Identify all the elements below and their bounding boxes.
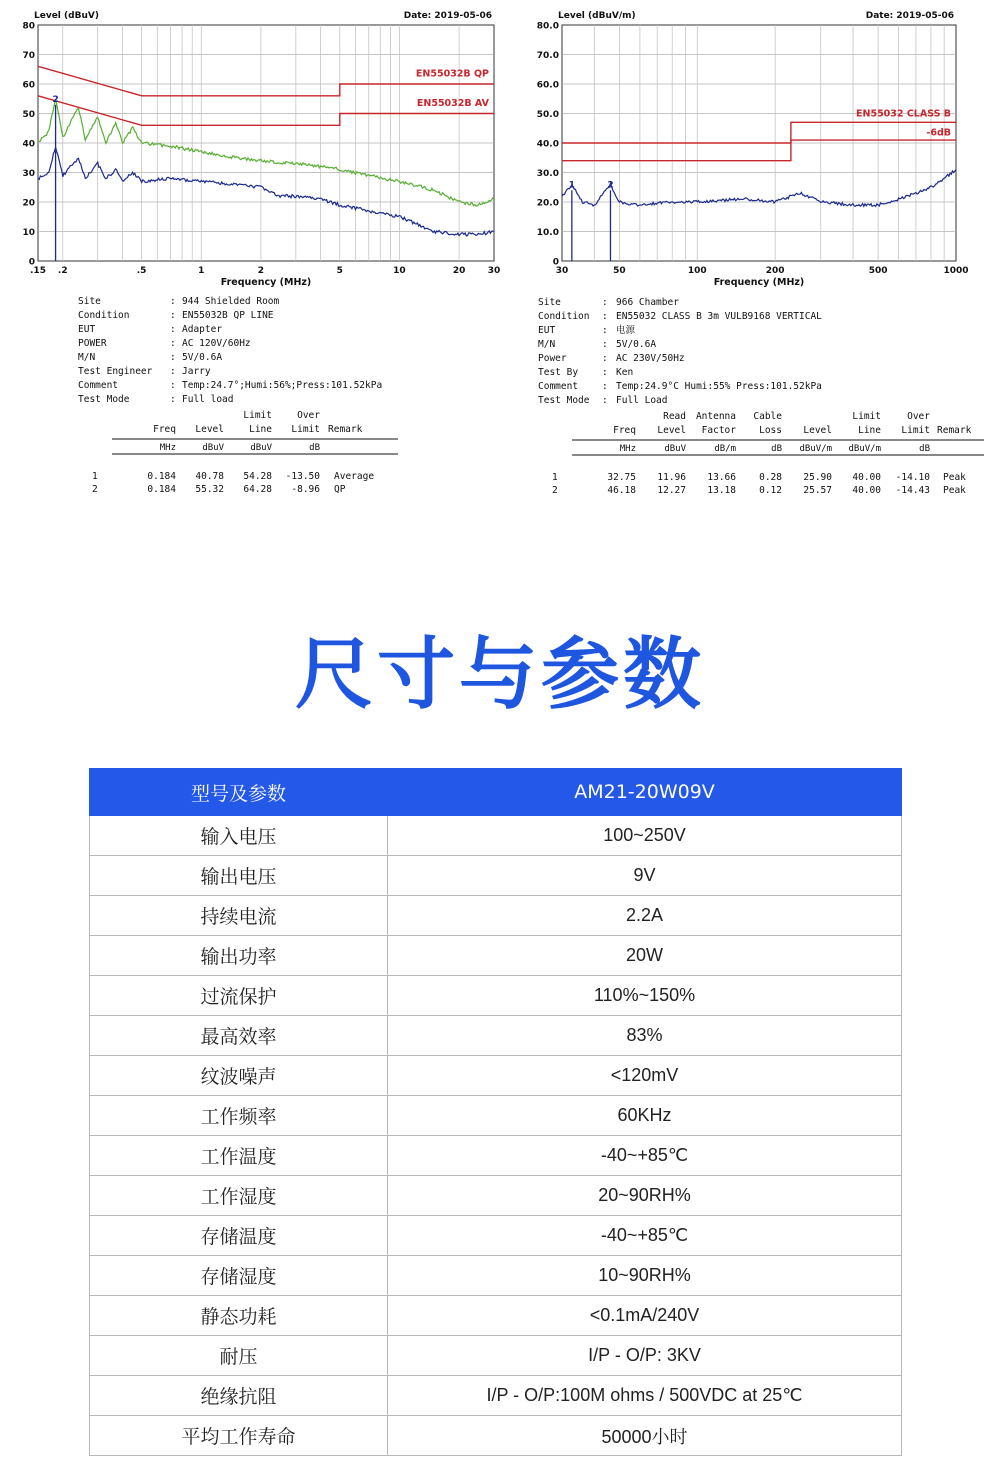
y-tick-label: 60.0 — [536, 80, 559, 91]
spec-param-value: 60KHz — [388, 1096, 902, 1136]
spec-param-value: 10~90RH% — [388, 1256, 902, 1296]
report-value: AC 120V/60Hz — [182, 338, 251, 349]
spec-param-value: -40~+85℃ — [388, 1136, 902, 1176]
spec-param-value: 50000小时 — [388, 1416, 902, 1456]
spec-param-value: 110%~150% — [388, 976, 902, 1016]
chart-date: Date: 2019-05-06 — [403, 11, 492, 21]
x-tick-label: 20 — [452, 266, 466, 276]
spec-param-name: 最高效率 — [90, 1016, 388, 1056]
report-cell: 40.00 — [852, 485, 881, 496]
report-header: Level — [195, 424, 224, 435]
report-key: Site — [538, 297, 561, 308]
report-key: Test Mode — [538, 395, 590, 406]
report-key: EUT — [538, 325, 556, 336]
report-value: 电源 — [616, 325, 636, 336]
report-colon: : — [170, 296, 176, 307]
spec-row — [90, 896, 902, 936]
x-tick-label: 10 — [393, 266, 406, 276]
y-tick-label: 30 — [22, 169, 35, 179]
marker-label: 1 — [568, 180, 575, 191]
report-cell: 64.28 — [243, 484, 272, 495]
report-value: 966 Chamber — [616, 297, 679, 308]
spec-row — [90, 936, 902, 976]
y-tick-label: 40.0 — [536, 139, 559, 150]
report-cell: 12.27 — [657, 485, 686, 496]
spec-row — [90, 1136, 902, 1176]
spec-param-name: 输出功率 — [90, 936, 388, 976]
report-header: Loss — [759, 425, 782, 436]
report-value: 5V/0.6A — [182, 352, 223, 363]
x-tick-label: 1000 — [943, 266, 969, 276]
spec-param-value: I/P - O/P:100M ohms / 500VDC at 25℃ — [388, 1376, 902, 1416]
x-tick-label: 5 — [336, 266, 343, 276]
report-cell: 25.90 — [803, 472, 832, 483]
report-colon: : — [602, 297, 608, 308]
y-tick-label: 20.0 — [536, 198, 559, 209]
spec-row — [90, 1336, 902, 1376]
y-tick-label: 70 — [22, 51, 35, 61]
spec-table-header — [90, 769, 902, 816]
spec-row — [90, 1296, 902, 1336]
spec-param-name: 输入电压 — [90, 816, 388, 856]
report-header-top: Limit — [852, 411, 881, 422]
conducted-emission-chart — [0, 0, 500, 540]
x-tick-label: .2 — [57, 266, 68, 276]
report-colon: : — [602, 395, 608, 406]
y-tick-label: 50 — [22, 110, 35, 120]
report-key: EUT — [78, 324, 96, 335]
report-header-top: Read — [663, 411, 686, 422]
x-axis-label: Frequency (MHz) — [713, 277, 805, 288]
report-cell: 0.12 — [759, 485, 782, 496]
report-unit: dBuV/m — [848, 444, 881, 454]
report-unit: dB/m — [714, 444, 736, 454]
report-key: Comment — [538, 381, 579, 392]
spec-param-value: <120mV — [388, 1056, 902, 1096]
report-header-top: Over — [907, 411, 930, 422]
report-colon: : — [602, 325, 608, 336]
y-tick-label: 0 — [28, 257, 35, 268]
x-tick-label: 30 — [487, 266, 500, 276]
report-cell: 0.28 — [759, 472, 782, 483]
report-cell: Average — [334, 471, 375, 482]
report-colon: : — [170, 324, 176, 335]
spec-row — [90, 1376, 902, 1416]
x-axis-label: Frequency (MHz) — [220, 277, 312, 288]
spec-param-value: 20W — [388, 936, 902, 976]
report-header-top: Over — [297, 410, 320, 421]
report-colon: : — [170, 352, 176, 363]
y-tick-label: 20 — [22, 198, 35, 209]
limit-label: EN55032B AV — [416, 98, 489, 110]
report-header: Limit — [291, 424, 320, 435]
spec-param-name: 静态功耗 — [90, 1296, 388, 1336]
report-row-index: 2 — [92, 484, 98, 495]
y-tick-label: 10 — [22, 228, 35, 238]
report-header-top: Limit — [243, 410, 272, 421]
report-value: Temp:24.9°C Humi:55% Press:101.52kPa — [616, 381, 822, 392]
marker-label: 2 — [607, 180, 614, 191]
section-title: 尺寸与参数 — [294, 630, 705, 720]
report-value: Temp:24.7°;Humi:56%;Press:101.52kPa — [182, 380, 383, 391]
report-key: POWER — [78, 338, 107, 349]
spec-row — [90, 976, 902, 1016]
report-colon: : — [170, 394, 176, 405]
report-cell: 40.78 — [195, 471, 224, 482]
report-header: Line — [858, 425, 881, 436]
spec-param-name: 存储湿度 — [90, 1256, 388, 1296]
report-value: EN55032B QP LINE — [182, 310, 274, 321]
spec-row — [90, 1416, 902, 1456]
x-tick-label: 2 — [257, 266, 265, 276]
x-tick-label: 100 — [687, 266, 707, 276]
radiated-emission-chart — [500, 0, 1000, 540]
report-unit: dB — [771, 444, 782, 454]
report-cell: 0.184 — [147, 484, 176, 495]
report-row-index: 1 — [552, 472, 558, 483]
report-cell: 11.96 — [657, 472, 686, 483]
report-key: Power — [538, 353, 567, 364]
report-header: Level — [657, 425, 686, 436]
report-cell: 55.32 — [195, 484, 224, 495]
spec-param-name: 输出电压 — [90, 856, 388, 896]
spec-param-value: I/P - O/P: 3KV — [388, 1336, 902, 1376]
spec-param-name: 纹波噪声 — [90, 1056, 388, 1096]
report-cell: 46.18 — [607, 485, 636, 496]
report-colon: : — [170, 366, 176, 377]
spec-row — [90, 816, 902, 856]
x-tick-label: 1 — [198, 266, 205, 276]
report-value: AC 230V/50Hz — [616, 353, 685, 364]
report-header: Remark — [328, 424, 363, 435]
y-tick-label: 0 — [552, 257, 559, 268]
report-unit: MHz — [619, 444, 636, 454]
y-axis-label: Level (dBuV/m) — [558, 11, 636, 21]
report-cell: 54.28 — [243, 471, 272, 482]
report-key: M/N — [538, 339, 556, 350]
report-value: 944 Shielded Room — [182, 296, 280, 307]
report-key: Test Engineer — [78, 366, 153, 377]
report-value: Jarry — [182, 366, 211, 377]
spec-row — [90, 1216, 902, 1256]
spec-row — [90, 1096, 902, 1136]
spec-param-name: 工作湿度 — [90, 1176, 388, 1216]
report-colon: : — [602, 367, 608, 378]
spec-param-value: 9V — [388, 856, 902, 896]
spec-param-value: 20~90RH% — [388, 1176, 902, 1216]
spec-row — [90, 1256, 902, 1296]
y-tick-label: 30.0 — [536, 169, 559, 179]
spec-row — [90, 1056, 902, 1096]
y-tick-label: 40 — [22, 139, 35, 150]
report-unit: dBuV — [250, 443, 272, 453]
report-cell: -8.96 — [291, 484, 320, 495]
report-value: 5V/0.6A — [616, 339, 657, 350]
report-header: Line — [249, 424, 272, 435]
report-value: EN55032 CLASS B 3m VULB9168 VERTICAL — [616, 311, 822, 322]
chart-date: Date: 2019-05-06 — [865, 11, 954, 21]
limit-label: -6dB — [926, 127, 951, 139]
emi-radiated-panel — [500, 0, 1000, 540]
report-colon: : — [170, 310, 176, 321]
y-tick-label: 80.0 — [536, 21, 559, 32]
report-value: Ken — [616, 367, 634, 378]
spec-param-value: 2.2A — [388, 896, 902, 936]
report-key: Site — [78, 296, 101, 307]
report-cell: QP — [334, 484, 346, 495]
spec-row — [90, 1016, 902, 1056]
report-key: Comment — [78, 380, 119, 391]
report-colon: : — [170, 338, 176, 349]
spec-param-name: 耐压 — [90, 1336, 388, 1376]
x-tick-label: .15 — [30, 266, 46, 276]
report-value: Full load — [182, 394, 234, 405]
report-cell: -14.43 — [895, 485, 930, 496]
spec-param-value: <0.1mA/240V — [388, 1296, 902, 1336]
report-header: Remark — [937, 425, 972, 436]
report-key: Test By — [538, 367, 579, 378]
report-colon: : — [170, 380, 176, 391]
emi-conducted-panel — [0, 0, 500, 540]
report-header: Factor — [701, 425, 736, 436]
y-tick-label: 50.0 — [536, 110, 559, 120]
report-cell: -13.50 — [285, 471, 320, 482]
spec-header-param: 型号及参数 — [90, 769, 388, 816]
report-colon: : — [602, 381, 608, 392]
report-unit: dBuV — [664, 444, 686, 454]
x-tick-label: 500 — [868, 266, 888, 276]
spec-param-name: 存储温度 — [90, 1216, 388, 1256]
spec-table — [89, 768, 902, 1456]
x-tick-label: 200 — [765, 266, 785, 276]
report-row-index: 1 — [92, 471, 98, 482]
spec-param-name: 工作频率 — [90, 1096, 388, 1136]
y-tick-label: 80 — [22, 21, 35, 32]
x-tick-label: 30 — [555, 266, 569, 276]
report-colon: : — [602, 353, 608, 364]
report-unit: dBuV — [202, 443, 224, 453]
report-cell: 13.66 — [707, 472, 736, 483]
x-tick-label: 50 — [613, 266, 626, 276]
report-header: Freq — [613, 425, 636, 436]
spec-row — [90, 1176, 902, 1216]
report-cell: 40.00 — [852, 472, 881, 483]
report-header: Level — [803, 425, 832, 436]
spec-param-name: 平均工作寿命 — [90, 1416, 388, 1456]
report-value: Adapter — [182, 324, 223, 335]
limit-label: EN55032 CLASS B — [856, 108, 951, 120]
marker-label: 2 — [52, 94, 59, 105]
report-key: Condition — [78, 310, 130, 321]
spec-param-name: 过流保护 — [90, 976, 388, 1016]
report-key: Condition — [538, 311, 590, 322]
report-cell: Peak — [943, 472, 966, 483]
report-unit: dB — [919, 444, 930, 454]
y-tick-label: 70.0 — [536, 51, 559, 61]
report-header-top: Cable — [753, 411, 782, 422]
spec-param-name: 绝缘抗阻 — [90, 1376, 388, 1416]
x-tick-label: .5 — [136, 266, 147, 276]
report-cell: 0.184 — [147, 471, 176, 482]
report-cell: 13.18 — [707, 485, 736, 496]
report-row-index: 2 — [552, 485, 558, 496]
report-key: Test Mode — [78, 394, 130, 405]
report-key: M/N — [78, 352, 96, 363]
report-cell: 25.57 — [803, 485, 832, 496]
spec-param-value: 83% — [388, 1016, 902, 1056]
report-cell: -14.10 — [895, 472, 930, 483]
report-header: Limit — [901, 425, 930, 436]
spec-param-value: -40~+85℃ — [388, 1216, 902, 1256]
report-unit: dBuV/m — [799, 444, 832, 454]
y-tick-label: 60 — [22, 80, 35, 91]
report-header: Freq — [153, 424, 176, 435]
report-cell: Peak — [943, 485, 966, 496]
spec-param-name: 工作温度 — [90, 1136, 388, 1176]
report-header-top: Antenna — [695, 411, 736, 422]
report-unit: MHz — [159, 443, 176, 453]
report-cell: 32.75 — [607, 472, 636, 483]
y-tick-label: 10.0 — [536, 228, 559, 238]
report-colon: : — [602, 339, 608, 350]
spec-param-name: 持续电流 — [90, 896, 388, 936]
report-unit: dB — [309, 443, 320, 453]
spec-header-model: AM21-20W09V — [388, 769, 902, 816]
report-colon: : — [602, 311, 608, 322]
report-value: Full Load — [616, 395, 668, 406]
spec-row — [90, 856, 902, 896]
limit-label: EN55032B QP — [415, 68, 489, 80]
y-axis-label: Level (dBuV) — [34, 11, 99, 21]
spec-param-value: 100~250V — [388, 816, 902, 856]
